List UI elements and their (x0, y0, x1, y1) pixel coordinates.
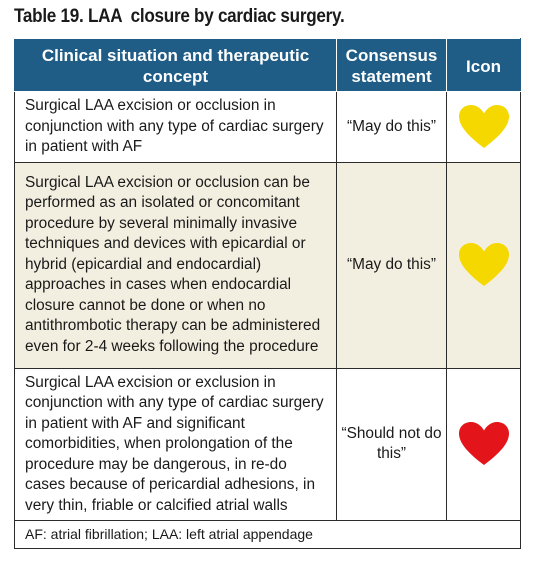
row-icon-cell (447, 92, 521, 163)
row-consensus: “Should not do this” (337, 368, 447, 521)
row-consensus: “May do this” (337, 162, 447, 368)
recommendation-table (14, 38, 521, 549)
header-consensus: Consensus statement (337, 39, 447, 92)
table-row (15, 92, 521, 163)
row-situation: Surgical LAA excision or occlusion in conjunction with any type of cardiac surgery in patient with AF (15, 92, 337, 163)
table-row (15, 162, 521, 368)
table-title: Table 19. LAA closure by cardiac surgery. (14, 6, 345, 27)
footnote-row (15, 521, 521, 549)
yellow-heart-icon (458, 104, 510, 150)
row-situation: Surgical LAA excision or exclusion in conjunction with any type of cardiac surgery in patient with AF and significant comorbidities, when prolongation of the procedure may be dangerous, in re-do cases because of pericardial adhesions, in very thin, friable or calcified atrial walls (15, 368, 337, 521)
red-heart-icon (458, 421, 510, 467)
table-row (15, 368, 521, 521)
row-consensus: “May do this” (337, 92, 447, 163)
footnote: AF: atrial fibrillation; LAA: left atrial appendage (15, 521, 521, 549)
header-situation: Clinical situation and therapeutic concept (15, 39, 337, 92)
row-situation: Surgical LAA excision or occlusion can be performed as an isolated or concomitant procedure by several minimally invasive techniques and devices with epicardial or hybrid (epicardial and endocardial) approaches in cases when endocardial closure cannot be done or when no antithrombotic therapy can be administered even for 2-4 weeks following the procedure (15, 162, 337, 368)
row-icon-cell (447, 162, 521, 368)
header-row (15, 39, 521, 92)
header-icon: Icon (447, 39, 521, 92)
yellow-heart-icon (458, 242, 510, 288)
row-icon-cell (447, 368, 521, 521)
